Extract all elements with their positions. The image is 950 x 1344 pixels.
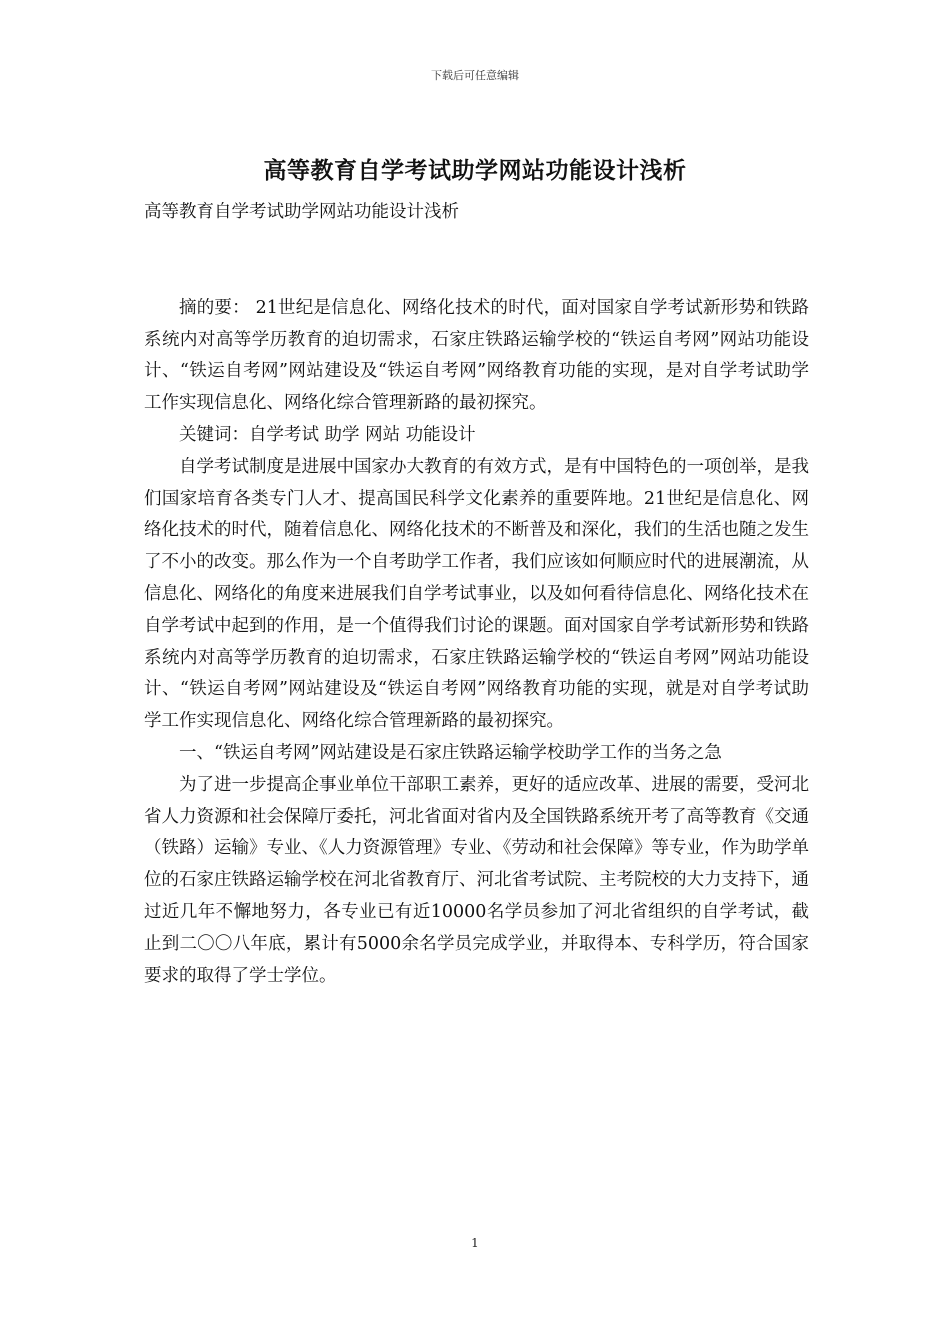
keywords-line: 关键词：自学考试 助学 网站 功能设计	[179, 424, 476, 445]
document-subtitle: 高等教育自学考试助学网站功能设计浅析	[144, 202, 459, 222]
body-paragraph-2: 为了进一步提高企事业单位干部职工素养，更好的适应改革、进展的需要，受河北省人力资源和社会保障厅委托，河北省面对省内及全国铁路系统开考了高等教育《交通（铁路）运输》专业、《人力资源管理》专业、《劳动和社会保障》等专业，作为助学单位的石家庄铁路运输学校在河北省教育厅、河北省考试院、主考院校的大力支持下，通过近几年不懈地努力，各专业已有近10000名学员参加了河北省组织的自学考试，截止到二〇〇八年底，累计有5000余名学员完成学业，并取得本、专科学历，符合国家要求的取得了学士学位。	[144, 774, 809, 986]
section-heading-1: 一、“铁运自考网”网站建设是石家庄铁路运输学校助学工作的当务之急	[179, 742, 722, 763]
page-number: 1	[471, 1236, 479, 1250]
header-note: 下载后可任意编辑	[431, 69, 519, 82]
spacer	[144, 229, 809, 293]
abstract-paragraph: 摘的要： 21世纪是信息化、网络化技术的时代，面对国家自学考试新形势和铁路系统内对高等学历教育的迫切需求，石家庄铁路运输学校的“铁运自考网”网站功能设计、“铁运自考网”网站建设及“铁运自考网”网络教育功能的实现，是对自学考试助学工作实现信息化、网络化综合管理新路的最初探究。	[144, 297, 809, 414]
document-title: 高等教育自学考试助学网站功能设计浅析	[263, 158, 687, 184]
body-paragraph-1: 自学考试制度是进展中国家办大教育的有效方式，是有中国特色的一项创举，是我们国家培育各类专门人才、提高国民科学文化素养的重要阵地。21世纪是信息化、网络化技术的时代，随着信息化、网络化技术的不断普及和深化，我们的生活也随之发生了不小的改变。那么作为一个自考助学工作者，我们应该如何顺应时代的进展潮流，从信息化、网络化的角度来进展我们自学考试事业，以及如何看待信息化、网络化技术在自学考试中起到的作用，是一个值得我们讨论的课题。面对国家自学考试新形势和铁路系统内对高等学历教育的迫切需求，石家庄铁路运输学校的“铁运自考网”网站功能设计、“铁运自考网”网站建设及“铁运自考网”网络教育功能的实现，就是对自学考试助学工作实现信息化、网络化综合管理新路的最初探究。	[144, 456, 809, 732]
document-body	[144, 197, 809, 992]
